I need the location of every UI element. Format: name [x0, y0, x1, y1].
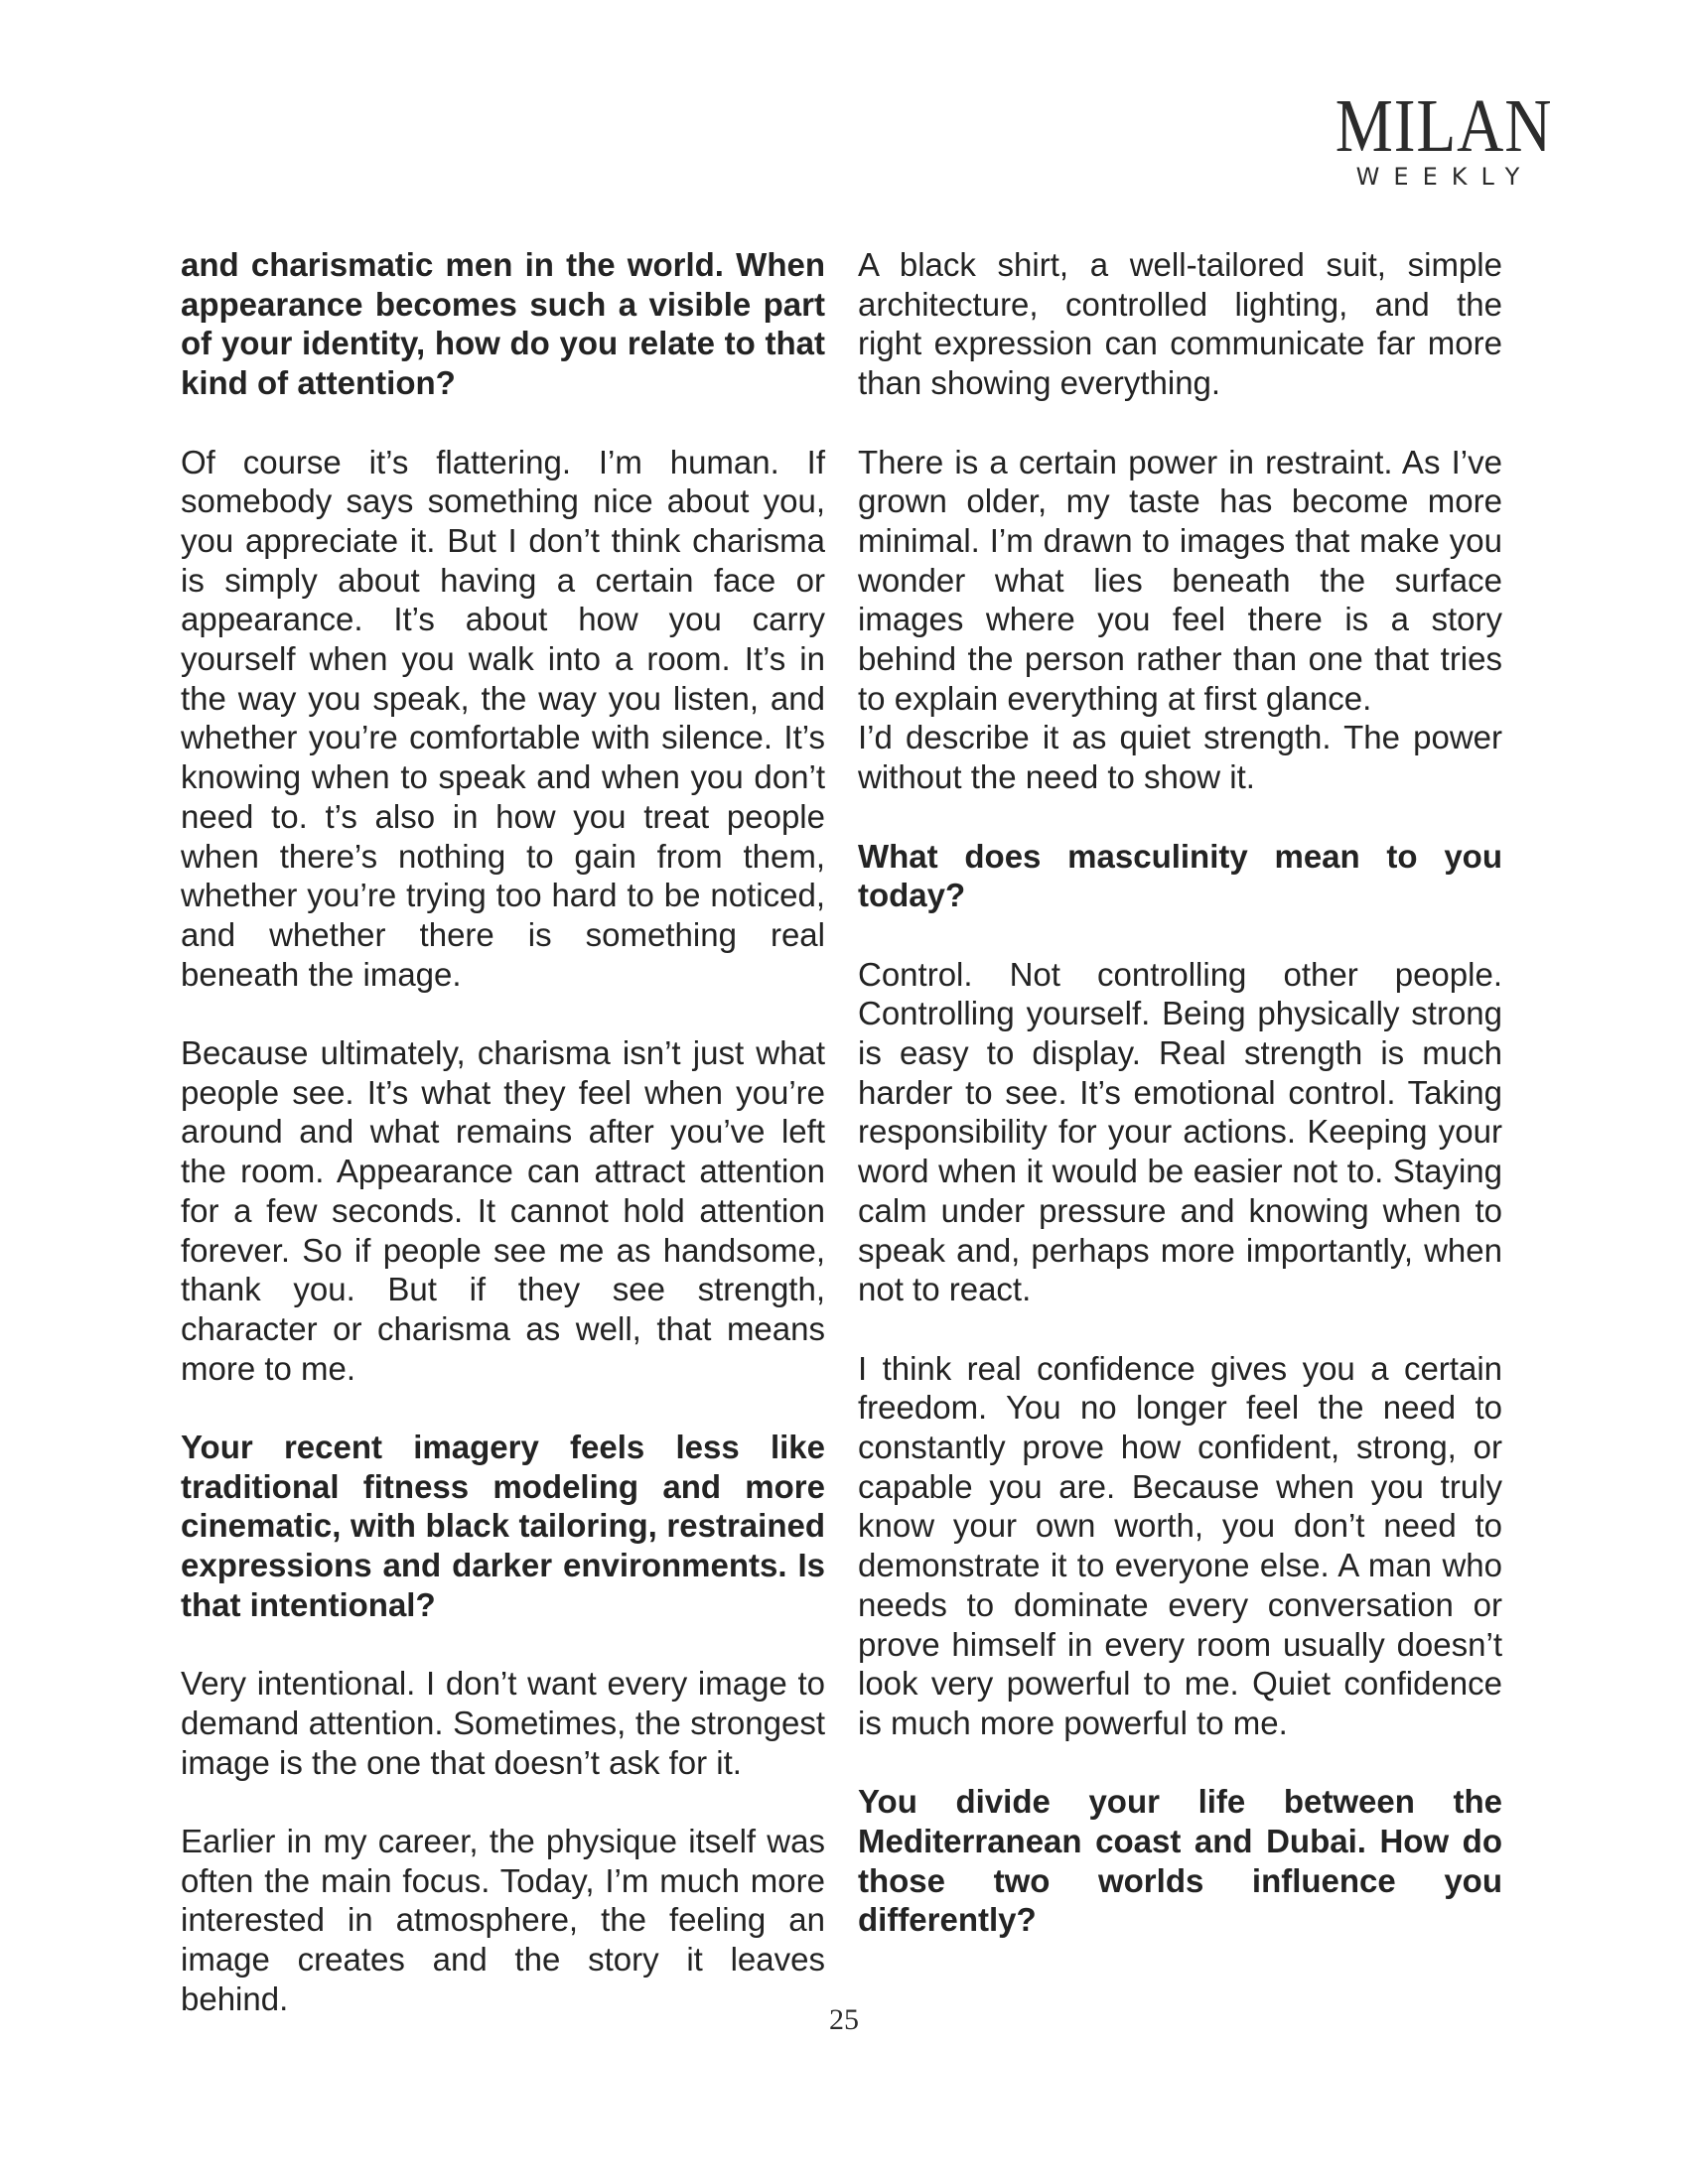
answer-paragraph: I’d describe it as quiet strength. The power without the need to show it. [858, 719, 1502, 796]
question-paragraph: You divide your life between the Mediterranean coast and Dubai. How do those two worlds influence you differently? [858, 1783, 1502, 1939]
answer-paragraph: A black shirt, a well-tailored suit, simple architecture, controlled lighting, and the right expression can communicate far more than showing everything. [858, 246, 1502, 402]
answer-paragraph: There is a certain power in restraint. As I’ve grown older, my taste has become more minimal. I’m drawn to images that make you wonder what lies beneath the surface images where you feel there is a story behind the person rather than one that tries to explain everything at first glance. [858, 443, 1502, 717]
answer-paragraph: Because ultimately, charisma isn’t just what people see. It’s what they feel when you’re around and what remains after you’ve left the room. Appearance can attract attention for a few seconds. It cannot hold attention forever. So if people see me as handsome, thank you. But if they see strength, character or charisma as well, that means more to me. [181, 1034, 825, 1387]
question-paragraph: What does masculinity mean to you today? [858, 837, 1502, 914]
masthead-logo [1319, 84, 1557, 191]
masthead-subtitle: WEEKLY [1355, 163, 1534, 191]
answer-paragraph: Control. Not controlling other people. Controlling yourself. Being physically strong is easy to display. Real strength is much harder to see. It’s emotional control. Taking responsibility for your actions. Keeping your word when it would be easier not to. Staying calm under pressure and knowing when to speak and, perhaps more importantly, when not to react. [858, 955, 1502, 1308]
page-number: 25 [829, 2003, 859, 2036]
answer-paragraph: I think real confidence gives you a certain freedom. You no longer feel the need to constantly prove how confident, strong, or capable you are. Because when you truly know your own worth, you don’t need to demonstrate it to everyone else. A man who needs to dominate every conversation or prove himself in every room usually doesn’t look very powerful to me. Quiet confidence is much more powerful to me. [858, 1349, 1502, 1741]
question-paragraph: and charismatic men in the world. When appearance becomes such a visible part of your identity, how do you relate to that kind of attention? [181, 246, 825, 402]
answer-paragraph: Very intentional. I don’t want every image to demand attention. Sometimes, the strongest image is the one that doesn’t ask for it. [181, 1665, 825, 1781]
answer-paragraph: Earlier in my career, the physique itself was often the main focus. Today, I’m much more interested in atmosphere, the feeling an image creates and the story it leaves behind. [181, 1823, 825, 2017]
left-column [181, 245, 825, 2058]
question-paragraph: Your recent imagery feels less like traditional fitness modeling and more cinematic, with black tailoring, restrained expressions and darker environments. Is that intentional? [181, 1429, 825, 1623]
masthead-name: MILAN [1335, 84, 1553, 168]
answer-paragraph: Of course it’s flattering. I’m human. If somebody says something nice about you, you appreciate it. But I don’t think charisma is simply about having a certain face or appearance. It’s about how you carry yourself when you walk into a room. It’s in the way you speak, the way you listen, and whether you’re comfortable with silence. It’s knowing when to speak and when you don’t need to. t’s also in how you treat people when there’s nothing to gain from them, whether you’re trying too hard to be noticed, and whether there is something real beneath the image. [181, 443, 825, 993]
right-column [858, 245, 1502, 1979]
